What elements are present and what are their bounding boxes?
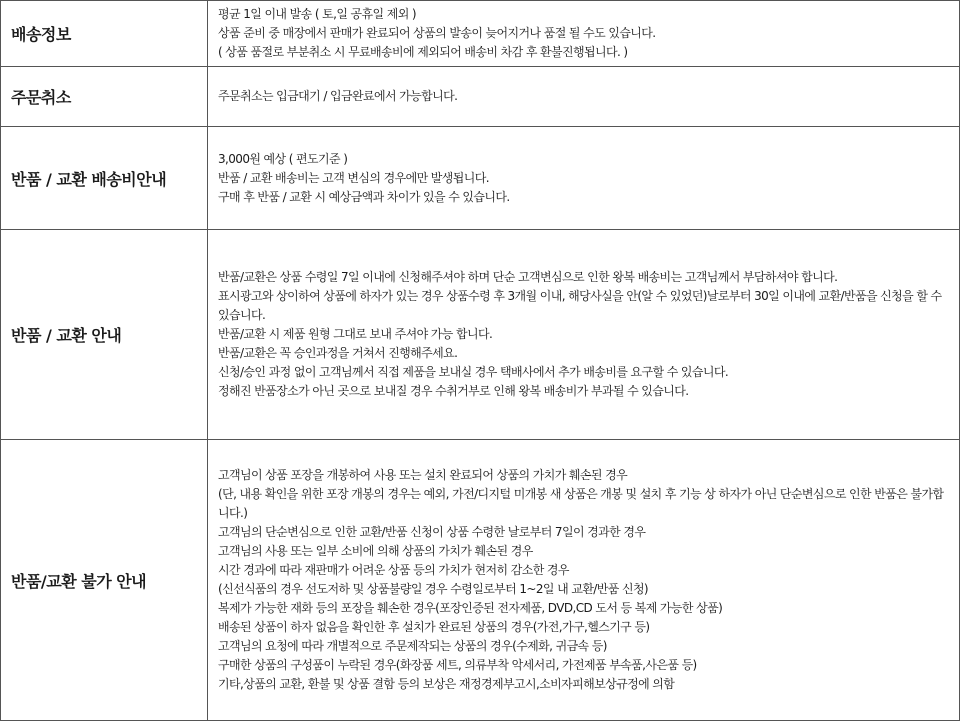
text-line: (단, 내용 확인을 위한 포장 개봉의 경우는 예외, 가전/디지털 미개봉 새 상품은 개봉 및 설치 후 기능 상 하자가 아닌 단순변심으로 인한 반품은 불가합니다.) xyxy=(218,487,944,520)
text-line: 구매 후 반품 / 교환 시 예상금액과 차이가 있을 수 있습니다. xyxy=(218,189,510,204)
text-line: 표시광고와 상이하여 상품에 하자가 있는 경우 상품수령 후 3개월 이내, 해당사실을 안(알 수 있었던)날로부터 30일 이내에 교환/반품을 신청을 할 수 있습니다. xyxy=(218,289,942,322)
row-content xyxy=(208,127,960,230)
text-line: 고객님이 상품 포장을 개봉하여 사용 또는 설치 완료되어 상품의 가치가 훼손된 경우 xyxy=(218,468,628,482)
text-line: 고객님의 사용 또는 일부 소비에 의해 상품의 가치가 훼손된 경우 xyxy=(218,544,533,558)
row-content xyxy=(208,1,960,67)
table-row xyxy=(1,440,960,721)
text-line: 복제가 가능한 재화 등의 포장을 훼손한 경우(포장인증된 전자제품, DVD,CD 도서 등 복제 가능한 상품) xyxy=(218,601,723,615)
text-line: 3,000원 예상 ( 편도기준 ) xyxy=(218,151,348,166)
text-line: 배송된 상품이 하자 없음을 확인한 후 설치가 완료된 상품의 경우(가전,가구,헬스기구 등) xyxy=(218,620,650,634)
row-title: 배송정보 xyxy=(1,1,208,67)
text-line: 평균 1일 이내 발송 ( 토,일 공휴일 제외 ) xyxy=(218,7,417,21)
text-line: 주문취소는 입금대기 / 입금완료에서 가능합니다. xyxy=(218,89,458,103)
text-line: 기타,상품의 교환, 환불 및 상품 결함 등의 보상은 재정경제부고시,소비자피해보상규정에 의함 xyxy=(218,677,675,691)
text-line: 고객님의 요청에 따라 개별적으로 주문제작되는 상품의 경우(수제화, 귀금속 등) xyxy=(218,639,607,653)
row-content xyxy=(208,230,960,440)
text-line: ( 상품 품절로 부분취소 시 무료배송비에 제외되어 배송비 차감 후 환불진행됩니다. ) xyxy=(218,45,628,59)
row-content xyxy=(208,67,960,127)
row-title: 반품/교환 불가 안내 xyxy=(1,440,208,721)
text-line: 반품/교환은 꼭 승인과정을 거쳐서 진행해주세요. xyxy=(218,346,458,360)
table-row xyxy=(1,1,960,67)
text-line: 정해진 반품장소가 아닌 곳으로 보내질 경우 수취거부로 인해 왕복 배송비가 부과될 수 있습니다. xyxy=(218,384,689,398)
row-content xyxy=(208,440,960,721)
text-line: 반품/교환은 상품 수령일 7일 이내에 신청해주셔야 하며 단순 고객변심으로 인한 왕복 배송비는 고객님께서 부담하셔야 합니다. xyxy=(218,270,838,284)
table-row xyxy=(1,127,960,230)
text-line: (신선식품의 경우 선도저하 및 상품불량일 경우 수령일로부터 1~2일 내 교환/반품 신청) xyxy=(218,582,649,596)
text-line: 시간 경과에 따라 재판매가 어려운 상품 등의 가치가 현저히 감소한 경우 xyxy=(218,563,569,577)
text-line: 상품 준비 중 매장에서 판매가 완료되어 상품의 발송이 늦어지거나 품절 될 수도 있습니다. xyxy=(218,26,656,40)
table-row xyxy=(1,67,960,127)
row-title: 반품 / 교환 배송비안내 xyxy=(1,127,208,230)
text-line: 신청/승인 과정 없이 고객님께서 직접 제품을 보내실 경우 택배사에서 추가 배송비를 요구할 수 있습니다. xyxy=(218,365,729,379)
text-line: 반품/교환 시 제품 원형 그대로 보내 주셔야 가능 합니다. xyxy=(218,327,493,341)
text-line: 고객님의 단순변심으로 인한 교환/반품 신청이 상품 수령한 날로부터 7일이 경과한 경우 xyxy=(218,525,646,539)
row-title: 주문취소 xyxy=(1,67,208,127)
row-title: 반품 / 교환 안내 xyxy=(1,230,208,440)
text-line: 구매한 상품의 구성품이 누락된 경우(화장품 세트, 의류부착 악세서리, 가전제품 부속품,사은품 등) xyxy=(218,658,697,672)
text-line: 반품 / 교환 배송비는 고객 변심의 경우에만 발생됩니다. xyxy=(218,170,489,185)
table-row xyxy=(1,230,960,440)
